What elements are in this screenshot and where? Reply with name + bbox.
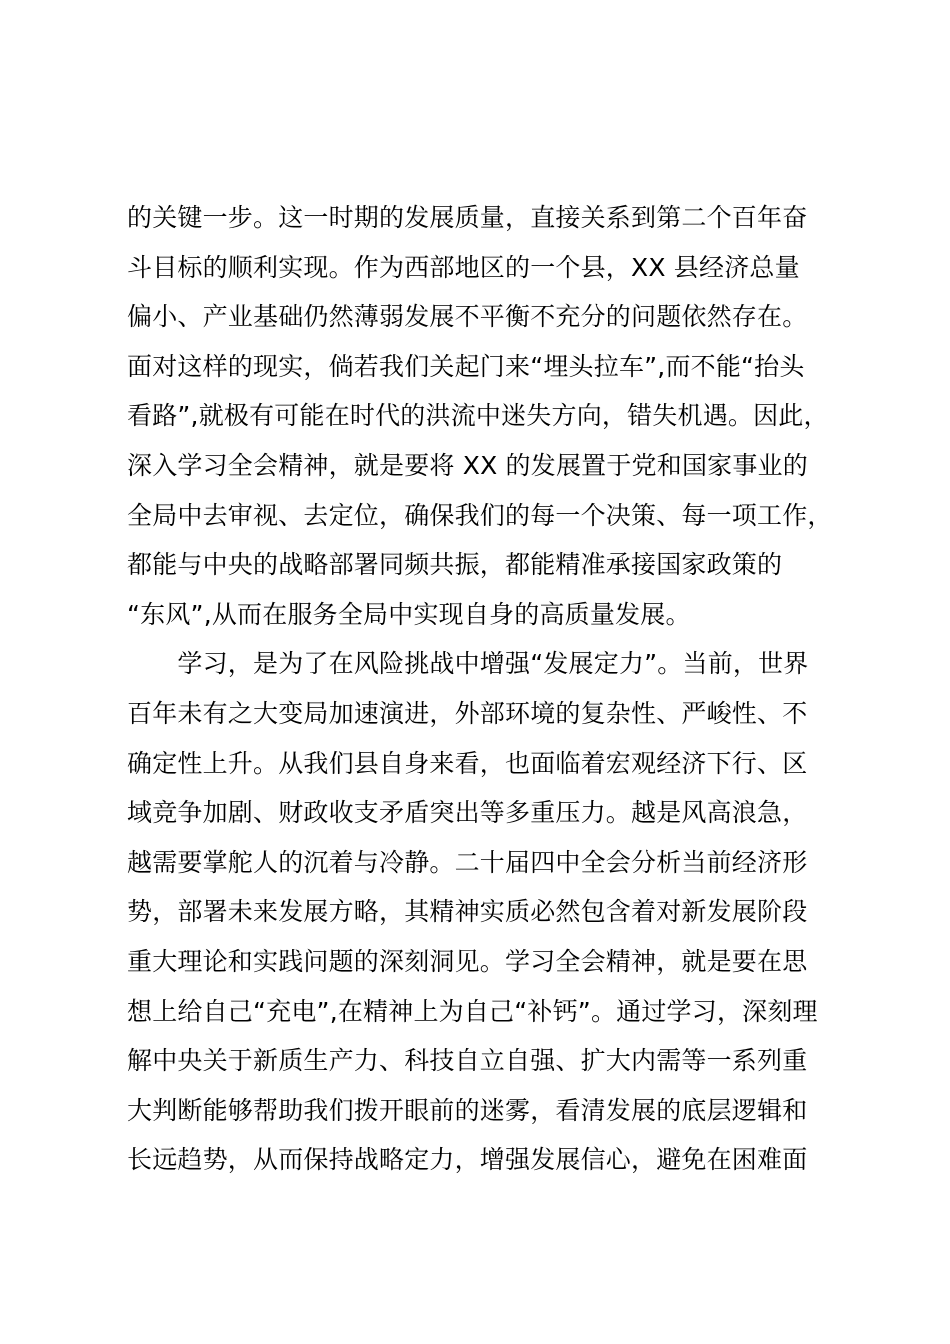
text-line-16: 重大理论和实践问题的深刻洞见。学习全会精神，就是要在思 [127,946,808,976]
text-line-7: 全局中去审视、去定位，确保我们的每一个决策、每一项工作， [127,500,833,530]
text-line-5: 看路”,就极有可能在时代的洪流中迷失方向，错失机遇。因此， [127,401,829,431]
text-line-1: 的关键一步。这一时期的发展质量，直接关系到第二个百年奋 [127,203,808,232]
text-line-12: 确定性上升。从我们县自身来看，也面临着宏观经济下行、区 [127,748,808,778]
paragraph-2-first-line: 学习，是为了在风险挑战中增强“发展定力”。当前，世界 [127,649,809,679]
text-line-2: 斗目标的顺利实现。作为西部地区的一个县，XX 县经济总量 [127,252,800,282]
text-line-11: 百年未有之大变局加速演进，外部环境的复杂性、严峻性、不 [127,698,808,728]
text-line-13: 域竞争加剧、财政收支矛盾突出等多重压力。越是风高浪急， [127,798,808,828]
text-line-15: 势，部署未来发展方略，其精神实质必然包含着对新发展阶段 [127,897,808,927]
text-line-14: 越需要掌舵人的沉着与冷静。二十届四中全会分析当前经济形 [127,847,808,877]
text-line-3: 偏小、产业基础仍然薄弱发展不平衡不充分的问题依然存在。 [127,302,808,332]
text-line-9: “东风”,从而在服务全局中实现自身的高质量发展。 [127,599,691,629]
text-line-20: 长远趋势，从而保持战略定力，增强发展信心，避免在困难面 [127,1145,808,1175]
text-line-18: 解中央关于新质生产力、科技自立自强、扩大内需等一系列重 [127,1046,808,1076]
text-line-4: 面对这样的现实，倘若我们关起门来“埋头拉车”,而不能“抬头 [127,351,805,381]
text-line-17: 想上给自己“充电”,在精神上为自己“补钙”。通过学习，深刻理 [127,996,818,1026]
text-line-8: 都能与中央的战略部署同频共振，都能精准承接国家政策的 [127,550,783,580]
text-line-6: 深入学习全会精神，就是要将 XX 的发展置于党和国家事业的 [127,450,808,480]
text-line-19: 大判断能够帮助我们拨开眼前的迷雾，看清发展的底层逻辑和 [127,1095,808,1125]
body-text [127,193,847,1185]
